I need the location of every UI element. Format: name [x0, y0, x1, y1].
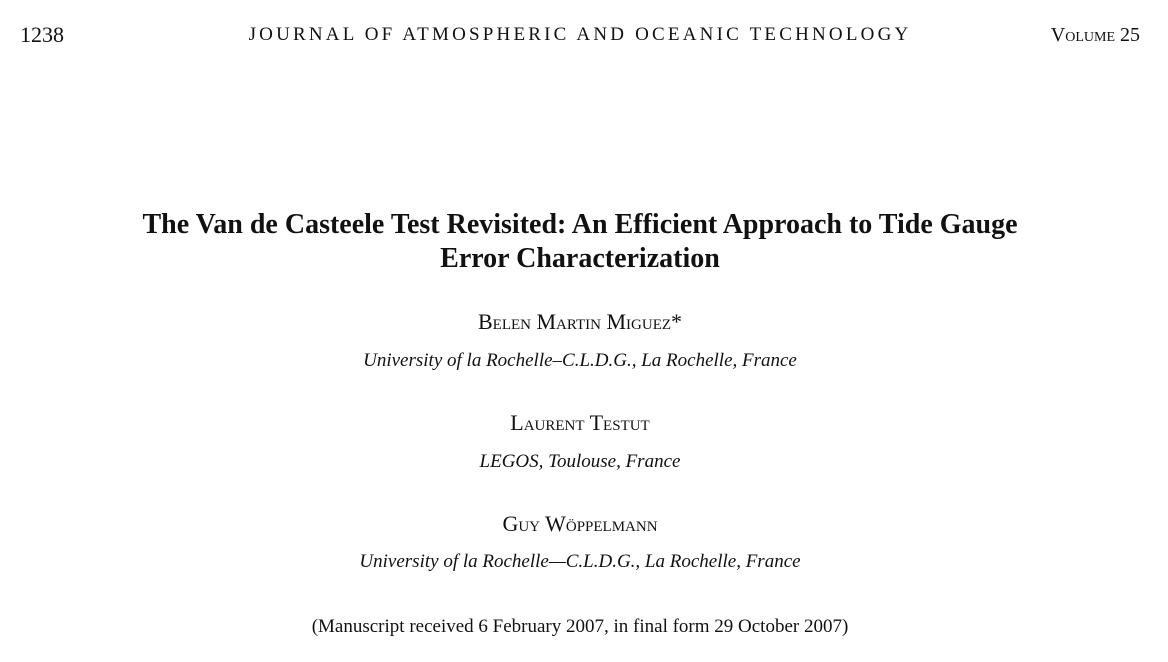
running-head: [0, 20, 1168, 50]
volume-label: Volume 25: [1050, 24, 1140, 46]
author-affiliation-3: University of la Rochelle—C.L.D.G., La Rochelle, France: [359, 551, 801, 572]
author-affiliation-1: University of la Rochelle–C.L.D.G., La Rochelle, France: [363, 350, 797, 371]
author-name-2: Laurent Testut: [510, 410, 650, 435]
author-name-1: Belen Martin Miguez*: [477, 309, 683, 334]
journal-name: JOURNAL OF ATMOSPHERIC AND OCEANIC TECHNOLOGY: [248, 24, 912, 45]
author-name-3: Guy Wöppelmann: [502, 511, 658, 536]
page-number: 1238: [20, 22, 64, 47]
author-affiliation-2: LEGOS, Toulouse, France: [479, 451, 681, 472]
article-title-line-2: Error Characterization: [440, 243, 720, 274]
article-title: [60, 208, 1100, 276]
manuscript-received-note: (Manuscript received 6 February 2007, in final form 29 October 2007): [311, 616, 849, 637]
article-title-line-1: The Van de Casteele Test Revisited: An Efficient Approach to Tide Gauge: [142, 209, 1018, 240]
